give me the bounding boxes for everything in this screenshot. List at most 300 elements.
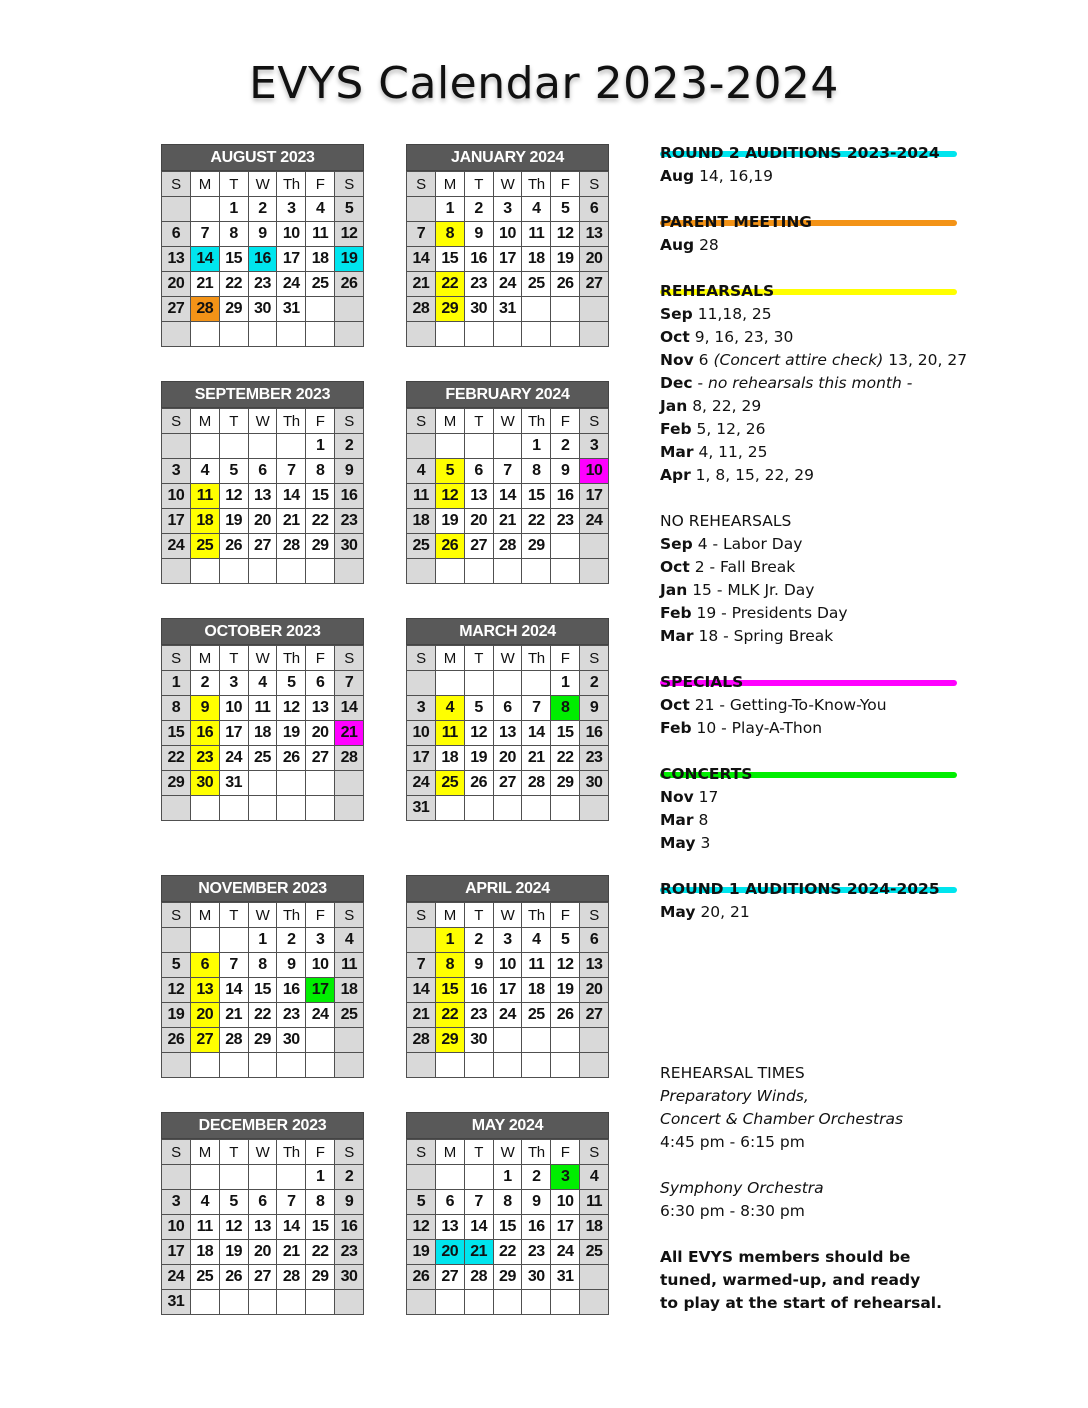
day-cell: 13 — [493, 721, 522, 746]
day-cell-highlighted: 10 — [580, 459, 609, 484]
month-abbr: Aug — [660, 167, 695, 185]
day-cell: 22 — [162, 746, 191, 771]
weekday-label: S — [335, 1140, 364, 1165]
day-cell: 28 — [277, 534, 306, 559]
empty-cell — [335, 1290, 364, 1315]
month-abbr: May — [660, 834, 696, 852]
day-cell: 28 — [335, 746, 364, 771]
day-cell: 18 — [522, 247, 551, 272]
section-heading — [660, 280, 960, 303]
day-cell: 14 — [464, 1215, 493, 1240]
day-cell-highlighted: 25 — [190, 534, 219, 559]
day-cell: 20 — [306, 721, 335, 746]
day-cell: 19 — [162, 1003, 191, 1028]
day-cell: 5 — [162, 953, 191, 978]
rehearsal-times — [660, 1062, 960, 1315]
day-cell: 2 — [248, 197, 277, 222]
day-cell: 7 — [522, 696, 551, 721]
empty-cell — [580, 559, 609, 584]
month-calendar — [406, 1112, 609, 1315]
empty-cell — [522, 1028, 551, 1053]
day-cell: 29 — [162, 771, 191, 796]
empty-cell — [190, 796, 219, 821]
day-cell: 13 — [306, 696, 335, 721]
day-cell: 27 — [306, 746, 335, 771]
day-cell: 24 — [407, 771, 436, 796]
day-cell: 1 — [248, 928, 277, 953]
empty-cell — [162, 559, 191, 584]
day-cell: 22 — [551, 746, 580, 771]
day-cell: 11 — [407, 484, 436, 509]
day-cell: 14 — [407, 247, 436, 272]
weekday-label: Th — [522, 1140, 551, 1165]
day-cell: 23 — [335, 1240, 364, 1265]
day-cell: 3 — [407, 696, 436, 721]
day-cell: 12 — [551, 222, 580, 247]
day-cell: 26 — [335, 272, 364, 297]
day-cell-highlighted: 20 — [190, 1003, 219, 1028]
day-cell: 30 — [248, 297, 277, 322]
day-cell: 16 — [522, 1215, 551, 1240]
month-abbr: Nov — [660, 351, 694, 369]
schedule-line — [660, 303, 960, 326]
day-cell: 25 — [248, 746, 277, 771]
day-cell: 19 — [407, 1240, 436, 1265]
month-title: JANUARY 2024 — [406, 144, 609, 171]
weekday-label: F — [551, 903, 580, 928]
empty-cell — [248, 1290, 277, 1315]
empty-cell — [306, 1028, 335, 1053]
month-calendar — [406, 144, 609, 347]
day-cell: 24 — [219, 746, 248, 771]
day-cell: 30 — [464, 297, 493, 322]
day-cell-highlighted: 21 — [335, 721, 364, 746]
weekday-label: S — [407, 903, 436, 928]
day-cell: 30 — [522, 1265, 551, 1290]
day-cell: 29 — [219, 297, 248, 322]
dates-text: 19 - Presidents Day — [691, 604, 848, 622]
page-title: EVYS Calendar 2023-2024 — [249, 58, 839, 109]
day-cell: 8 — [219, 222, 248, 247]
day-cell: 3 — [162, 1190, 191, 1215]
day-cell: 15 — [493, 1215, 522, 1240]
day-cell: 21 — [522, 746, 551, 771]
day-cell: 4 — [190, 459, 219, 484]
day-cell: 17 — [551, 1215, 580, 1240]
day-cell: 29 — [306, 1265, 335, 1290]
day-cell-highlighted: 22 — [435, 272, 464, 297]
section-specials — [660, 671, 960, 740]
day-cell: 1 — [219, 197, 248, 222]
empty-cell — [580, 1290, 609, 1315]
day-cell: 10 — [306, 953, 335, 978]
day-cell: 6 — [162, 222, 191, 247]
weekday-label: F — [551, 172, 580, 197]
empty-cell — [248, 771, 277, 796]
section-title: NO REHEARSALS — [660, 512, 792, 530]
section-title: ROUND 2 AUDITIONS 2023-2024 — [660, 144, 940, 162]
empty-cell — [551, 534, 580, 559]
dates-text: 8 — [693, 811, 709, 829]
section-title: REHEARSALS — [660, 282, 775, 300]
weekday-label: S — [580, 409, 609, 434]
day-cell: 2 — [551, 434, 580, 459]
dates-text: 11,18, 25 — [692, 305, 772, 323]
day-cell: 11 — [335, 953, 364, 978]
empty-cell — [277, 1053, 306, 1078]
section-no-rehearsals — [660, 510, 960, 648]
dates-text: 17 — [693, 788, 719, 806]
day-cell: 11 — [248, 696, 277, 721]
empty-cell — [435, 434, 464, 459]
day-cell: 2 — [522, 1165, 551, 1190]
day-cell: 5 — [335, 197, 364, 222]
schedule-line — [660, 395, 960, 418]
month-title: FEBRUARY 2024 — [406, 381, 609, 408]
empty-cell — [248, 434, 277, 459]
weekday-label: F — [551, 1140, 580, 1165]
empty-cell — [407, 559, 436, 584]
day-cell: 18 — [580, 1215, 609, 1240]
schedule-line — [660, 786, 960, 809]
day-cell: 17 — [219, 721, 248, 746]
empty-cell — [580, 322, 609, 347]
day-cell: 29 — [493, 1265, 522, 1290]
day-cell: 24 — [580, 509, 609, 534]
day-cell: 27 — [493, 771, 522, 796]
weekday-label: M — [190, 409, 219, 434]
day-cell: 16 — [335, 484, 364, 509]
day-cell: 23 — [464, 1003, 493, 1028]
day-cell: 14 — [522, 721, 551, 746]
group1-line1: Preparatory Winds, — [660, 1087, 809, 1105]
day-cell-highlighted: 17 — [306, 978, 335, 1003]
day-cell: 6 — [248, 1190, 277, 1215]
schedule-line — [660, 464, 960, 487]
day-cell: 23 — [551, 509, 580, 534]
day-cell: 28 — [407, 297, 436, 322]
empty-cell — [464, 796, 493, 821]
day-cell: 26 — [407, 1265, 436, 1290]
day-cell: 16 — [464, 247, 493, 272]
empty-cell — [277, 1290, 306, 1315]
day-cell: 11 — [190, 1215, 219, 1240]
day-cell: 19 — [551, 978, 580, 1003]
day-cell: 9 — [248, 222, 277, 247]
day-cell: 18 — [435, 746, 464, 771]
day-cell: 31 — [407, 796, 436, 821]
day-cell: 6 — [493, 696, 522, 721]
day-cell: 20 — [162, 272, 191, 297]
day-cell: 14 — [219, 978, 248, 1003]
empty-cell — [522, 1290, 551, 1315]
section-rehearsals — [660, 280, 968, 487]
day-cell: 22 — [306, 509, 335, 534]
day-cell: 17 — [162, 509, 191, 534]
day-cell-highlighted: 23 — [190, 746, 219, 771]
day-cell: 6 — [435, 1190, 464, 1215]
day-cell: 22 — [219, 272, 248, 297]
group1-time: 4:45 pm - 6:15 pm — [660, 1133, 805, 1151]
day-cell: 3 — [306, 928, 335, 953]
day-cell: 20 — [493, 746, 522, 771]
day-cell: 5 — [219, 1190, 248, 1215]
day-cell: 15 — [306, 1215, 335, 1240]
day-cell: 25 — [580, 1240, 609, 1265]
dates-text: 4, 11, 25 — [693, 443, 768, 461]
day-cell-highlighted: 29 — [435, 1028, 464, 1053]
day-cell: 12 — [219, 484, 248, 509]
day-cell: 16 — [277, 978, 306, 1003]
weekday-label: S — [162, 409, 191, 434]
day-cell: 6 — [248, 459, 277, 484]
day-cell: 28 — [522, 771, 551, 796]
empty-cell — [162, 322, 191, 347]
empty-cell — [219, 1290, 248, 1315]
day-cell: 6 — [306, 671, 335, 696]
day-cell-highlighted: 4 — [435, 696, 464, 721]
weekday-label: M — [435, 172, 464, 197]
weekday-label: T — [219, 903, 248, 928]
day-cell: 2 — [464, 197, 493, 222]
dates-text: 3 — [695, 834, 711, 852]
day-cell: 4 — [335, 928, 364, 953]
group1-line2: Concert & Chamber Orchestras — [660, 1110, 904, 1128]
section-heading — [660, 510, 960, 533]
day-cell: 19 — [464, 746, 493, 771]
day-cell: 11 — [306, 222, 335, 247]
schedule-line — [660, 832, 960, 855]
day-cell: 20 — [464, 509, 493, 534]
month-title: APRIL 2024 — [406, 875, 609, 902]
day-cell: 27 — [580, 272, 609, 297]
day-cell: 9 — [464, 953, 493, 978]
month-abbr: Mar — [660, 811, 694, 829]
month-abbr: Mar — [660, 627, 694, 645]
day-cell: 9 — [522, 1190, 551, 1215]
day-cell: 11 — [522, 953, 551, 978]
day-cell: 26 — [219, 1265, 248, 1290]
day-cell: 18 — [407, 509, 436, 534]
empty-cell — [522, 559, 551, 584]
day-cell: 21 — [407, 1003, 436, 1028]
day-cell: 5 — [464, 696, 493, 721]
empty-cell — [335, 322, 364, 347]
day-cell: 3 — [277, 197, 306, 222]
empty-cell — [277, 796, 306, 821]
day-cell: 7 — [464, 1190, 493, 1215]
weekday-label: S — [335, 646, 364, 671]
weekday-label: T — [219, 1140, 248, 1165]
empty-cell — [435, 559, 464, 584]
weekday-label: S — [407, 409, 436, 434]
day-cell: 14 — [277, 484, 306, 509]
weekday-label: Th — [277, 172, 306, 197]
day-cell: 21 — [277, 509, 306, 534]
empty-cell — [335, 1028, 364, 1053]
day-cell: 1 — [522, 434, 551, 459]
month-title: SEPTEMBER 2023 — [161, 381, 364, 408]
weekday-label: S — [407, 172, 436, 197]
weekday-label: T — [219, 646, 248, 671]
day-cell: 15 — [435, 247, 464, 272]
empty-cell — [551, 1290, 580, 1315]
day-cell-highlighted: 25 — [435, 771, 464, 796]
day-cell-highlighted: 21 — [464, 1240, 493, 1265]
dates-text: 13, 20, 27 — [883, 351, 968, 369]
empty-cell — [522, 322, 551, 347]
empty-cell — [277, 771, 306, 796]
section-heading — [660, 878, 960, 901]
schedule-line — [660, 326, 960, 349]
weekday-label: M — [435, 903, 464, 928]
day-cell: 18 — [522, 978, 551, 1003]
day-cell: 30 — [464, 1028, 493, 1053]
day-cell: 9 — [277, 953, 306, 978]
empty-cell — [306, 322, 335, 347]
day-cell: 14 — [493, 484, 522, 509]
day-cell: 28 — [407, 1028, 436, 1053]
day-cell: 21 — [277, 1240, 306, 1265]
weekday-label: W — [248, 172, 277, 197]
day-cell: 13 — [580, 953, 609, 978]
empty-cell — [219, 322, 248, 347]
day-cell: 7 — [277, 1190, 306, 1215]
day-cell: 3 — [162, 459, 191, 484]
day-cell: 2 — [335, 1165, 364, 1190]
day-cell: 30 — [335, 1265, 364, 1290]
empty-cell — [435, 1165, 464, 1190]
schedule-line — [660, 533, 960, 556]
weekday-label: W — [493, 1140, 522, 1165]
weekday-label: T — [464, 903, 493, 928]
empty-cell — [277, 559, 306, 584]
weekday-label: S — [162, 646, 191, 671]
empty-cell — [464, 559, 493, 584]
section-round2-auditions — [660, 142, 960, 188]
note-text: no rehearsals this month - — [708, 374, 913, 392]
empty-cell — [522, 1053, 551, 1078]
day-cell: 7 — [493, 459, 522, 484]
day-cell-highlighted: 16 — [190, 721, 219, 746]
day-cell: 31 — [162, 1290, 191, 1315]
day-cell: 24 — [162, 1265, 191, 1290]
day-cell: 15 — [551, 721, 580, 746]
empty-cell — [551, 322, 580, 347]
month-grid — [161, 408, 364, 584]
day-cell-highlighted: 6 — [190, 953, 219, 978]
group2-name: Symphony Orchestra — [660, 1179, 824, 1197]
month-title: MARCH 2024 — [406, 618, 609, 645]
schedule-line — [660, 625, 960, 648]
day-cell: 20 — [580, 247, 609, 272]
section-title: SPECIALS — [660, 673, 744, 691]
group2-time: 6:30 pm - 8:30 pm — [660, 1202, 805, 1220]
schedule-line — [660, 165, 960, 188]
month-calendar — [161, 875, 364, 1078]
day-cell-highlighted: 30 — [190, 771, 219, 796]
dates-text: 20, 21 — [695, 903, 750, 921]
empty-cell — [277, 434, 306, 459]
day-cell: 19 — [435, 509, 464, 534]
day-cell: 15 — [219, 247, 248, 272]
month-abbr: May — [660, 903, 696, 921]
day-cell: 18 — [306, 247, 335, 272]
day-cell: 29 — [522, 534, 551, 559]
day-cell-highlighted: 3 — [551, 1165, 580, 1190]
day-cell: 17 — [407, 746, 436, 771]
schedule-line — [660, 556, 960, 579]
weekday-label: Th — [277, 409, 306, 434]
month-grid — [161, 1139, 364, 1315]
day-cell: 19 — [219, 1240, 248, 1265]
month-abbr: Mar — [660, 443, 694, 461]
empty-cell — [407, 322, 436, 347]
empty-cell — [580, 534, 609, 559]
dates-text: 2 - Fall Break — [689, 558, 796, 576]
day-cell: 17 — [493, 247, 522, 272]
weekday-label: Th — [277, 903, 306, 928]
section-round1-auditions — [660, 878, 960, 924]
day-cell: 3 — [493, 928, 522, 953]
empty-cell — [464, 1290, 493, 1315]
month-grid — [406, 1139, 609, 1315]
empty-cell — [190, 1165, 219, 1190]
day-cell: 24 — [306, 1003, 335, 1028]
day-cell: 16 — [551, 484, 580, 509]
day-cell: 12 — [464, 721, 493, 746]
day-cell: 20 — [248, 509, 277, 534]
day-cell: 15 — [248, 978, 277, 1003]
day-cell-highlighted: 27 — [190, 1028, 219, 1053]
day-cell: 12 — [219, 1215, 248, 1240]
day-cell: 16 — [464, 978, 493, 1003]
empty-cell — [162, 434, 191, 459]
day-cell: 7 — [407, 953, 436, 978]
weekday-label: M — [190, 903, 219, 928]
day-cell: 21 — [493, 509, 522, 534]
empty-cell — [306, 771, 335, 796]
day-cell: 8 — [248, 953, 277, 978]
day-cell: 29 — [306, 534, 335, 559]
day-cell: 28 — [219, 1028, 248, 1053]
empty-cell — [580, 1028, 609, 1053]
day-cell-highlighted: 18 — [190, 509, 219, 534]
day-cell: 27 — [248, 1265, 277, 1290]
empty-cell — [522, 671, 551, 696]
weekday-label: S — [335, 903, 364, 928]
day-cell: 31 — [277, 297, 306, 322]
empty-cell — [335, 1053, 364, 1078]
weekday-label: S — [162, 1140, 191, 1165]
empty-cell — [522, 796, 551, 821]
day-cell: 26 — [277, 746, 306, 771]
empty-cell — [407, 671, 436, 696]
day-cell: 23 — [335, 509, 364, 534]
month-abbr: Sep — [660, 305, 693, 323]
weekday-label: F — [306, 646, 335, 671]
day-cell-highlighted: 14 — [190, 247, 219, 272]
weekday-label: S — [335, 409, 364, 434]
day-cell: 1 — [551, 671, 580, 696]
day-cell: 18 — [248, 721, 277, 746]
schedule-line — [660, 694, 960, 717]
schedule-line — [660, 579, 960, 602]
day-cell: 8 — [522, 459, 551, 484]
weekday-label: T — [219, 409, 248, 434]
weekday-label: S — [335, 172, 364, 197]
day-cell: 12 — [277, 696, 306, 721]
